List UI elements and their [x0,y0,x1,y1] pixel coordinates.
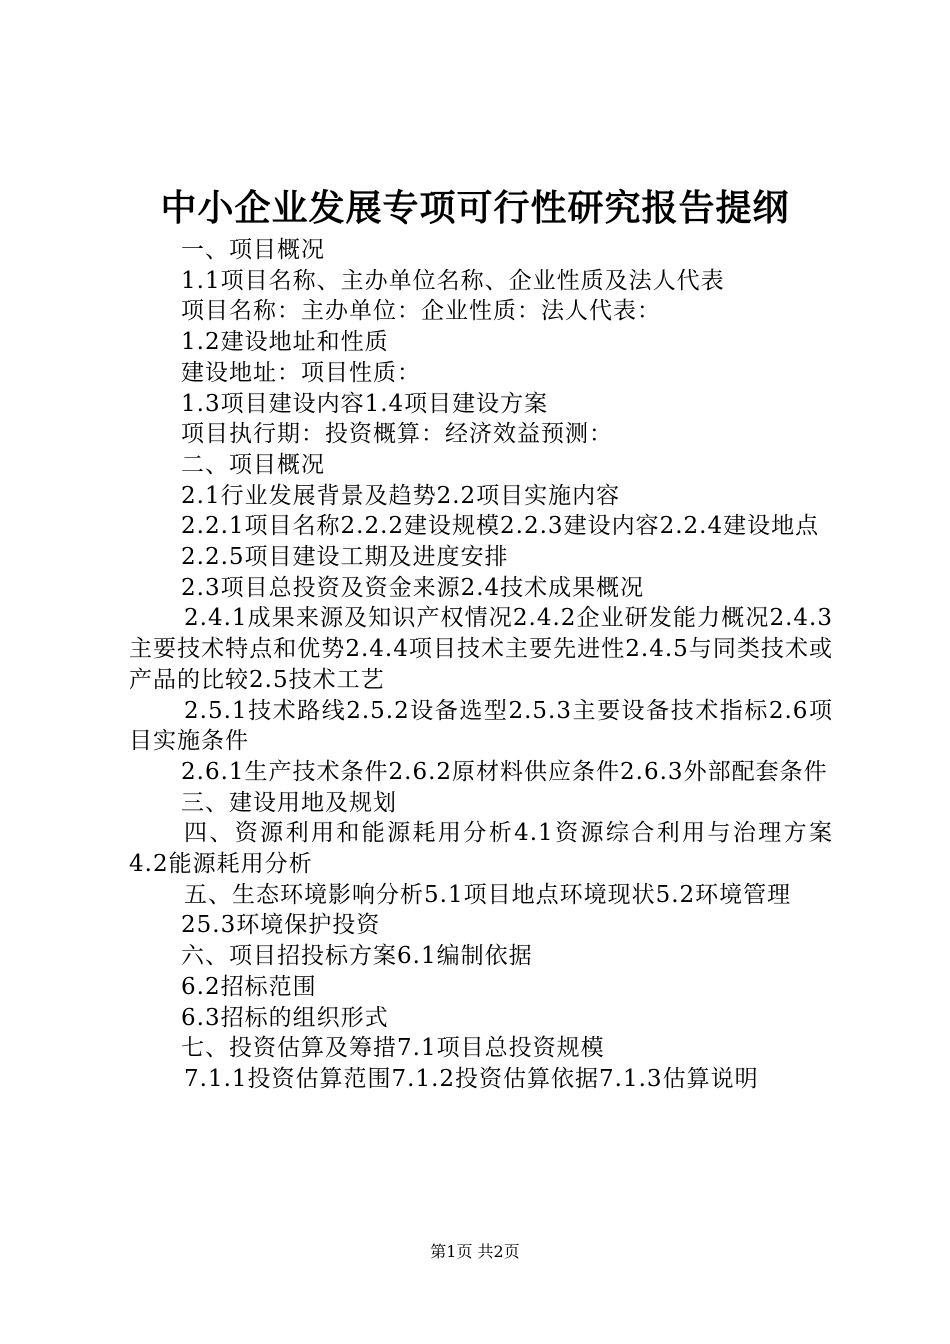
outline-line: 6.3招标的组织形式 [181,1004,389,1031]
outline-line: 六、项目招投标方案6.1编制依据 [181,943,533,970]
outline-line: 项目执行期：投资概算：经济效益预测： [181,421,613,448]
outline-paragraph: 四、资源利用和能源耗用分析4.1资源综合利用与治理方案4.2能源耗用分析 [129,820,833,878]
outline-paragraph: 2.4.1成果来源及知识产权情况2.4.2企业研发能力概况2.4.3主要技术特点和优势2.4.4项目技术主要先进性2.4.5与同类技术或产品的比较2.5技术工艺 [129,605,833,693]
outline-paragraph: 五、生态环境影响分析5.1项目地点环境现状5.2环境管理 [184,881,792,908]
page-number-footer: 第1页 共2页 [430,1242,520,1261]
outline-line: 25.3环境保护投资 [181,912,381,939]
document-title: 中小企业发展专项可行性研究报告提纲 [160,187,790,229]
outline-line: 2.2.5项目建设工期及进度安排 [181,544,509,571]
outline-line: 7.1.1投资估算范围7.1.2投资估算依据7.1.3估算说明 [184,1065,759,1092]
outline-line: 建设地址：项目性质： [181,359,421,386]
outline-line: 项目名称：主办单位：企业性质：法人代表： [181,298,661,325]
outline-paragraph: 2.6.1生产技术条件2.6.2原材料供应条件2.6.3外部配套条件 [181,758,828,785]
outline-paragraph: 2.2.1项目名称2.2.2建设规模2.2.3建设内容2.2.4建设地点 [181,513,820,540]
document-body [129,235,833,1095]
section-heading-1: 一、项目概况 [181,237,325,263]
outline-paragraph: 2.5.1技术路线2.5.2设备选型2.5.3主要设备技术指标2.6项目实施条件 [129,697,833,755]
section-heading-3: 三、建设用地及规划 [181,789,397,816]
outline-line: 6.2招标范围 [181,973,317,1000]
outline-line: 七、投资估算及筹措7.1项目总投资规模 [181,1035,605,1062]
outline-line: 2.3项目总投资及资金来源2.4技术成果概况 [181,574,645,601]
outline-line: 1.1项目名称、主办单位名称、企业性质及法人代表 [181,267,725,294]
outline-line: 1.3项目建设内容1.4项目建设方案 [181,390,549,417]
section-heading-2: 二、项目概况 [181,451,325,478]
outline-line: 2.1行业发展背景及趋势2.2项目实施内容 [181,482,621,509]
outline-line: 1.2建设地址和性质 [181,329,389,356]
